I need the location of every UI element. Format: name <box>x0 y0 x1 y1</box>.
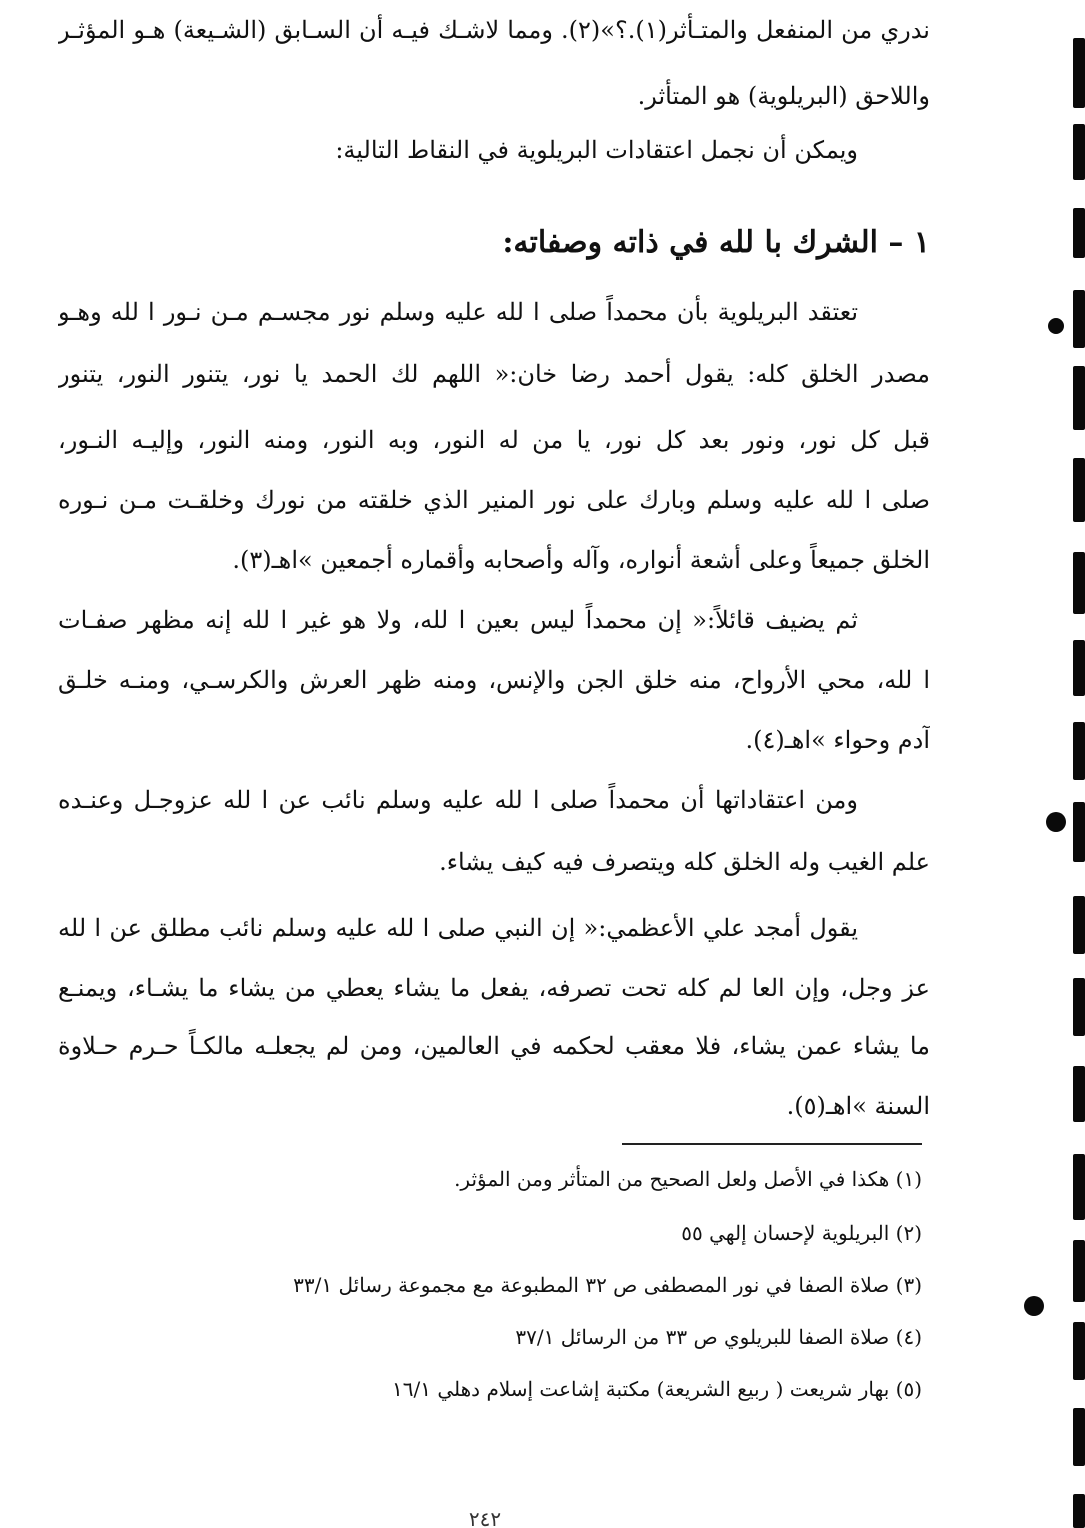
section-heading: ١ – الشرك با لله في ذاته وصفاته: <box>502 225 930 260</box>
page-number: ٢٤٢ <box>468 1510 502 1528</box>
body-line: ومن اعتقاداتها أن محمداً صلى ا لله عليه وسلم نائب عن ا لله عزوجـل وعنـده <box>58 786 858 814</box>
body-line: قبل كل نور، ونور بعد كل نور، يا من له النور، وبه النور، ومنه النور، وإليـه النـور، <box>58 426 930 454</box>
body-line: واللاحق (البريلوية) هو المتأثر. <box>637 82 930 110</box>
binding-mark <box>1073 1154 1085 1220</box>
footnote-separator <box>622 1143 922 1145</box>
body-line: علم الغيب وله الخلق كله ويتصرف فيه كيف يشاء. <box>439 848 930 876</box>
body-line: مصدر الخلق كله: يقول أحمد رضا خان:« اللهم لك الحمد يا نور، يتنور النور، يتنور <box>58 360 930 388</box>
body-line: ما يشاء عمن يشاء، فلا معقب لحكمه في العالمين، ومن لم يجعلـه مالكـاً حـرم حـلاوة <box>58 1032 930 1060</box>
footnote: (٢) البريلوية لإحسان إلهي ٥٥ <box>681 1221 922 1245</box>
body-line: تعتقد البريلوية بأن محمداً صلى ا لله عليه وسلم نور مجسـم مـن نـور ا لله وهـو <box>58 298 858 326</box>
binding-mark <box>1073 124 1085 180</box>
body-line: السنة »اهـ(٥). <box>786 1092 930 1120</box>
binding-mark <box>1073 1240 1085 1302</box>
footnote: (٥) بهار شريعت ( ربيع الشريعة) مكتبة إشاعت إسلام دهلي ١٦/١ <box>392 1377 922 1401</box>
binding-mark <box>1073 896 1085 954</box>
binding-hole-mark <box>1024 1296 1044 1316</box>
binding-mark <box>1073 366 1085 430</box>
binding-hole-mark <box>1046 812 1066 832</box>
binding-mark <box>1073 640 1085 696</box>
binding-hole-mark <box>1048 318 1064 334</box>
body-line: الخلق جميعاً وعلى أشعة أنواره، وآله وأصحابه وأقماره أجمعين »اهـ(٣). <box>232 546 930 574</box>
binding-mark <box>1073 1408 1085 1466</box>
footnote: (٣) صلاة الصفا في نور المصطفى ص ٣٢ المطبوعة مع مجموعة رسائل ٣٣/١ <box>293 1273 922 1297</box>
binding-mark <box>1073 802 1085 862</box>
body-line: ثم يضيف قائلاً:« إن محمداً ليس بعين ا لله، ولا هو غير ا لله إنه مظهر صفـات <box>58 606 858 634</box>
binding-mark <box>1073 208 1085 258</box>
body-line: ويمكن أن نجمل اعتقادات البريلوية في النقاط التالية: <box>335 136 858 164</box>
binding-mark <box>1073 38 1085 108</box>
body-line: آدم وحواء »اهـ(٤). <box>745 726 930 754</box>
body-line: يقول أمجد علي الأعظمي:« إن النبي صلى ا لله عليه وسلم نائب مطلق عن ا لله <box>58 914 859 942</box>
body-line: صلى ا لله عليه وسلم وبارك على نور المنير الذي خلقته من نورك وخلقـت مـن نـوره <box>58 486 930 514</box>
footnote: (١) هكذا في الأصل ولعل الصحيح من المتأثر ومن المؤثر. <box>454 1167 922 1191</box>
binding-mark <box>1073 722 1085 780</box>
binding-mark <box>1073 290 1085 348</box>
binding-mark <box>1073 1066 1085 1122</box>
binding-mark <box>1073 552 1085 614</box>
binding-mark <box>1073 1494 1085 1528</box>
footnote: (٤) صلاة الصفا للبريلوي ص ٣٣ من الرسائل ٣٧/١ <box>515 1325 922 1349</box>
binding-mark <box>1073 1322 1085 1380</box>
binding-mark <box>1073 458 1085 522</box>
binding-mark <box>1073 978 1085 1036</box>
body-line: عز وجل، وإن العا لم كله تحت تصرفه، يفعل ما يشاء يعطي من يشاء ما يشـاء، ويمنـع <box>58 974 930 1002</box>
body-line: ندري من المنفعل والمتـأثر(١).؟»(٢). ومما لاشـك فيـه أن السـابق (الشـيعة) هـو المؤثـر <box>58 16 930 44</box>
body-line: ا لله، محي الأرواح، منه خلق الجن والإنس، ومنه ظهر العرش والكرسـي، ومنـه خلـق <box>58 666 930 694</box>
